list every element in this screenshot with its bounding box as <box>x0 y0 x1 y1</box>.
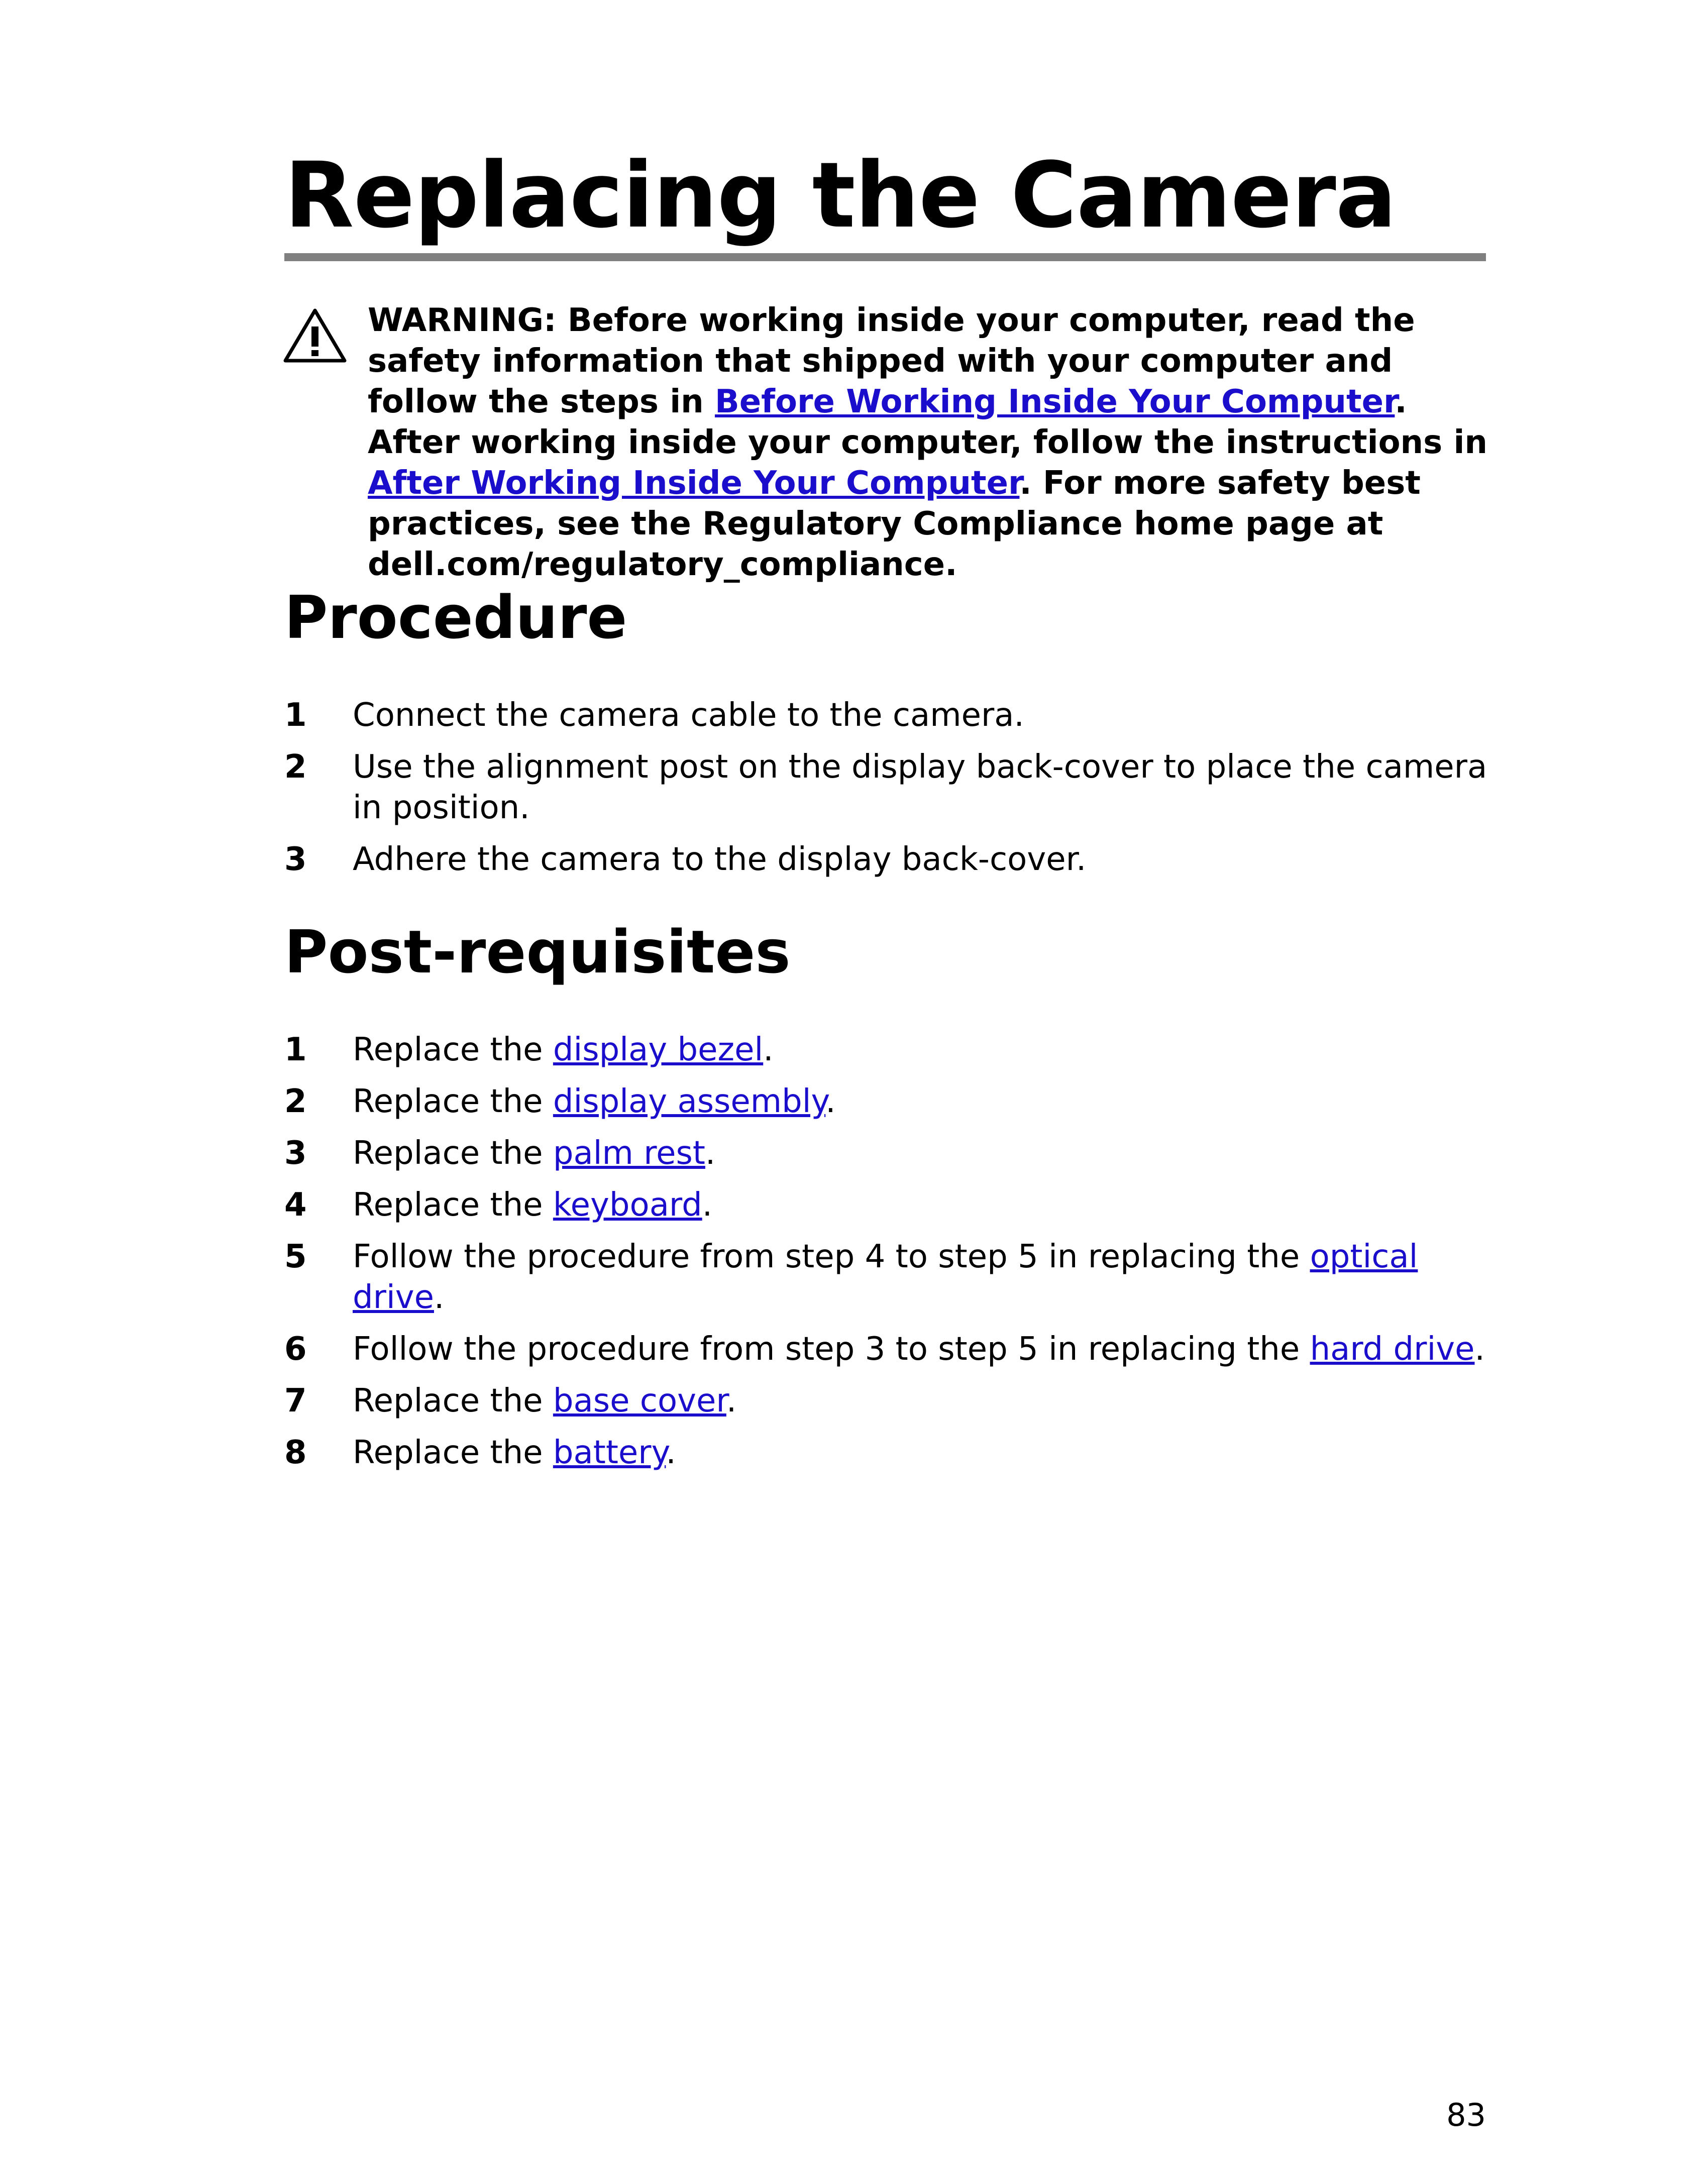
postrequisite-step <box>284 1433 1500 1473</box>
postrequisite-step <box>284 1081 1500 1122</box>
procedure-step <box>284 695 1500 736</box>
title-divider <box>284 253 1486 261</box>
step-prefix: Follow the procedure from step 4 to step 5 in replacing the <box>353 1238 1310 1275</box>
palm-rest-link[interactable]: palm rest <box>553 1135 705 1172</box>
step-text: Connect the camera cable to the camera. <box>353 697 1024 734</box>
step-number: 2 <box>284 1083 307 1120</box>
step-number: 1 <box>284 1031 307 1068</box>
page-number: 83 <box>1446 2097 1486 2133</box>
step-suffix: . <box>825 1083 836 1120</box>
warning-triangle-icon <box>282 306 348 364</box>
step-suffix: . <box>763 1031 774 1068</box>
step-prefix: Replace the <box>353 1186 553 1224</box>
after-working-link[interactable]: After Working Inside Your Computer <box>368 465 1020 502</box>
hard-drive-link[interactable]: hard drive <box>1310 1331 1475 1368</box>
warning-text-part-2: . After working inside your computer, follow the instructions in <box>368 383 1487 461</box>
postrequisite-step <box>284 1329 1500 1370</box>
postrequisite-step <box>284 1381 1500 1422</box>
warning-text <box>368 300 1493 585</box>
warning-text-part-3: . For more safety best practices, see the Regulatory Compliance home page at dell.com/regulatory_compliance. <box>368 465 1421 583</box>
step-prefix: Replace the <box>353 1031 553 1068</box>
step-prefix: Follow the procedure from step 3 to step 5 in replacing the <box>353 1331 1310 1368</box>
postrequisite-step <box>284 1185 1500 1226</box>
procedure-step <box>284 839 1500 880</box>
step-number: 2 <box>284 748 307 786</box>
step-suffix: . <box>705 1135 716 1172</box>
postrequisites-list <box>284 1030 1500 1484</box>
step-number: 4 <box>284 1186 307 1224</box>
step-number: 8 <box>284 1434 307 1471</box>
keyboard-link[interactable]: keyboard <box>553 1186 702 1224</box>
step-text: Use the alignment post on the display back-cover to place the camera in position. <box>353 748 1487 826</box>
optical-drive-link[interactable]: optical drive <box>353 1238 1418 1316</box>
postrequisites-heading: Post-requisites <box>284 917 791 987</box>
step-suffix: . <box>1474 1331 1485 1368</box>
step-suffix: . <box>434 1279 445 1316</box>
step-number: 6 <box>284 1331 307 1368</box>
postrequisite-step <box>284 1237 1500 1318</box>
step-suffix: . <box>726 1382 737 1420</box>
display-assembly-link[interactable]: display assembly <box>553 1083 826 1120</box>
postrequisite-step <box>284 1030 1500 1070</box>
step-number: 3 <box>284 841 307 878</box>
step-number: 1 <box>284 697 307 734</box>
step-prefix: Replace the <box>353 1135 553 1172</box>
step-prefix: Replace the <box>353 1083 553 1120</box>
display-bezel-link[interactable]: display bezel <box>553 1031 764 1068</box>
step-suffix: . <box>702 1186 713 1224</box>
step-prefix: Replace the <box>353 1434 553 1471</box>
postrequisite-step <box>284 1133 1500 1174</box>
procedure-heading: Procedure <box>284 583 627 652</box>
before-working-link[interactable]: Before Working Inside Your Computer <box>714 383 1395 420</box>
base-cover-link[interactable]: base cover <box>553 1382 726 1420</box>
step-text: Adhere the camera to the display back-cover. <box>353 841 1087 878</box>
step-number: 3 <box>284 1135 307 1172</box>
step-number: 7 <box>284 1382 307 1420</box>
step-prefix: Replace the <box>353 1382 553 1420</box>
step-number: 5 <box>284 1238 307 1275</box>
battery-link[interactable]: battery <box>553 1434 666 1471</box>
page-title: Replacing the Camera <box>284 143 1397 248</box>
procedure-list <box>284 695 1500 891</box>
warning-text-part-1: WARNING: Before working inside your computer, read the safety information that shipped with your computer and follow the steps in <box>368 302 1415 420</box>
step-suffix: . <box>666 1434 676 1471</box>
procedure-step <box>284 747 1500 828</box>
